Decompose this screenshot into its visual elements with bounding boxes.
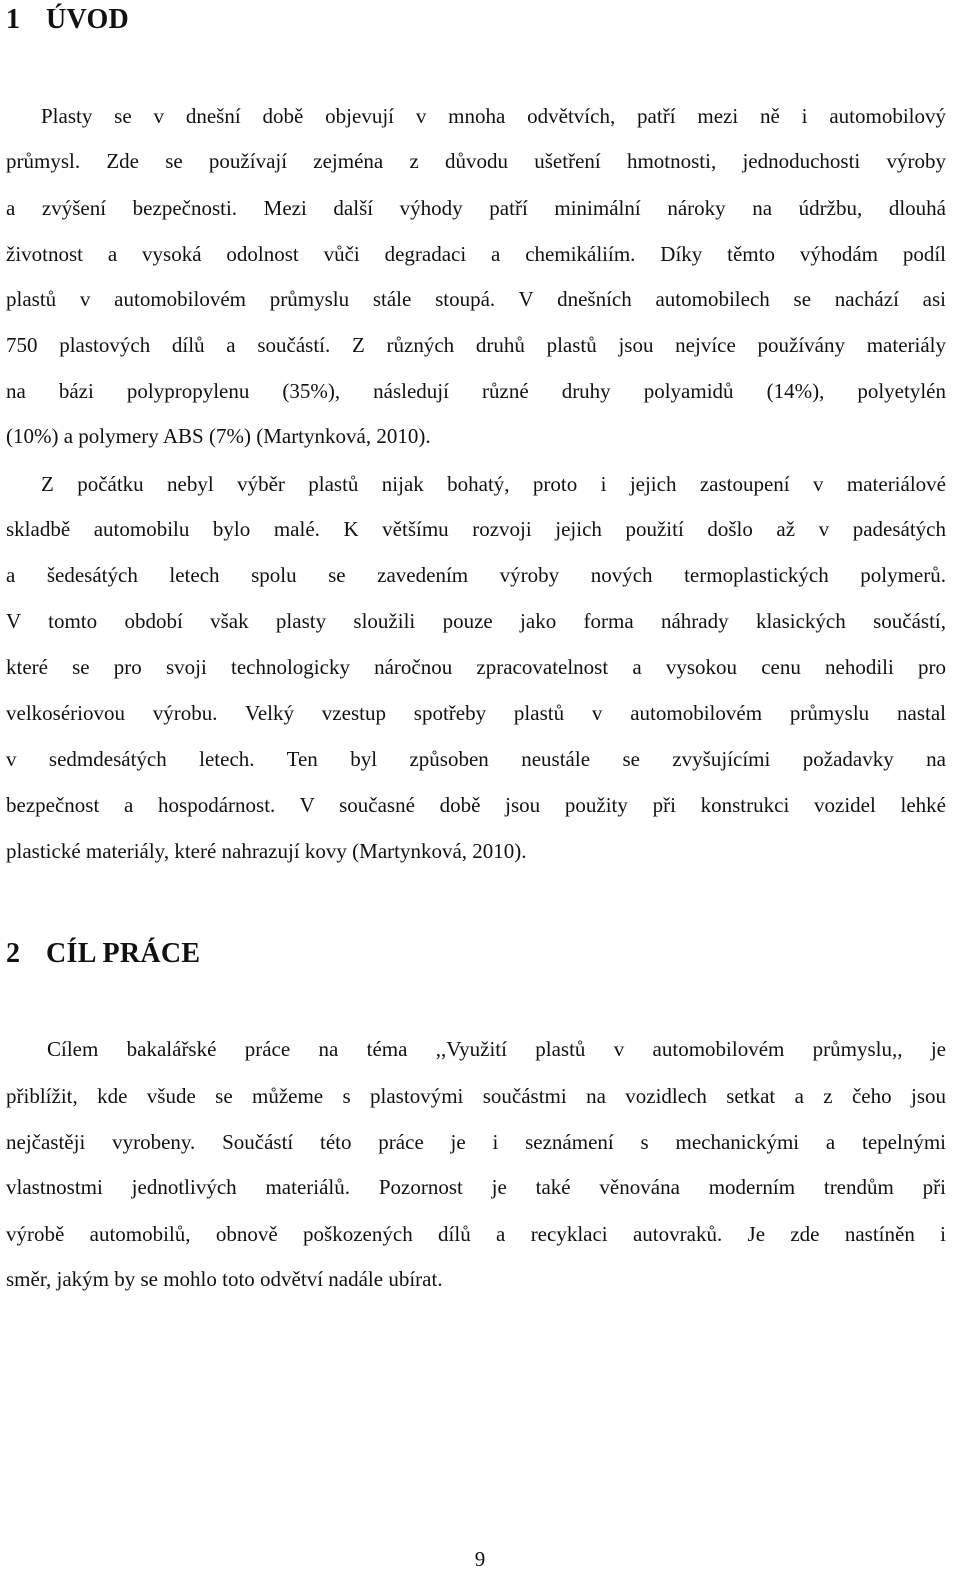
section-title: CÍL PRÁCE [46, 938, 201, 969]
paragraph-line: výrobě automobilů, obnově poškozených dílů a recyklaci autovraků. Je zde nastíněn i [6, 1222, 946, 1246]
paragraph-line: v sedmdesátých letech. Ten byl způsoben neustále se zvyšujícími požadavky na [6, 747, 946, 771]
paragraph-line: 750 plastových dílů a součástí. Z různých druhů plastů jsou nejvíce používány materiály [6, 333, 946, 357]
paragraph-line: nejčastěji vyrobeny. Součástí této práce je i seznámení s mechanickými a tepelnými [6, 1130, 946, 1154]
paragraph-line: Cílem bakalářské práce na téma ,,Využití plastů v automobilovém průmyslu,, je [47, 1037, 946, 1061]
paragraph-line: a šedesátých letech spolu se zavedením výroby nových termoplastických polymerů. [6, 563, 946, 587]
paragraph-line: průmysl. Zde se používají zejména z důvodu ušetření hmotnosti, jednoduchosti výroby [6, 149, 946, 173]
paragraph-line: velkosériovou výrobu. Velký vzestup spotřeby plastů v automobilovém průmyslu nastal [6, 701, 946, 725]
paragraph-line: Plasty se v dnešní době objevují v mnoha odvětvích, patří mezi ně i automobilový [41, 104, 946, 128]
paragraph-line: plastů v automobilovém průmyslu stále stoupá. V dnešních automobilech se nachází asi [6, 287, 946, 311]
section-heading-uvod [6, 2, 129, 38]
paragraph-line: skladbě automobilu bylo malé. K většímu rozvoji jejich použití došlo až v padesátých [6, 517, 946, 541]
paragraph-line: (10%) a polymery ABS (7%) (Martynková, 2010). [6, 424, 431, 448]
paragraph-line: na bázi polypropylenu (35%), následují různé druhy polyamidů (14%), polyetylén [6, 379, 946, 403]
paragraph-line: životnost a vysoká odolnost vůči degradaci a chemikáliím. Díky těmto výhodám podíl [6, 242, 946, 266]
section-number: 1 [6, 4, 21, 35]
paragraph-line: plastické materiály, které nahrazují kovy (Martynková, 2010). [6, 839, 527, 863]
paragraph-line: směr, jakým by se mohlo toto odvětví nadále ubírat. [6, 1267, 443, 1291]
paragraph-line: přiblížit, kde všude se můžeme s plastovými součástmi na vozidlech setkat a z čeho jsou [6, 1084, 946, 1108]
paragraph-line: V tomto období však plasty sloužili pouze jako forma náhrady klasických součástí, [6, 609, 946, 633]
page-number: 9 [474, 1547, 486, 1571]
section-title: ÚVOD [46, 4, 130, 35]
paragraph-line: Z počátku nebyl výběr plastů nijak bohatý, proto i jejich zastoupení v materiálové [41, 472, 946, 496]
section-number: 2 [6, 938, 21, 969]
section-heading-cil-prace [6, 936, 200, 972]
paragraph-line: které se pro svoji technologicky náročnou zpracovatelnost a vysokou cenu nehodili pro [6, 655, 946, 679]
paragraph-line: bezpečnost a hospodárnost. V současné době jsou použity při konstrukci vozidel lehké [6, 793, 946, 817]
paragraph-line: vlastnostmi jednotlivých materiálů. Pozornost je také věnována moderním trendům při [6, 1175, 946, 1199]
paragraph-line: a zvýšení bezpečnosti. Mezi další výhody patří minimální nároky na údržbu, dlouhá [6, 196, 946, 220]
